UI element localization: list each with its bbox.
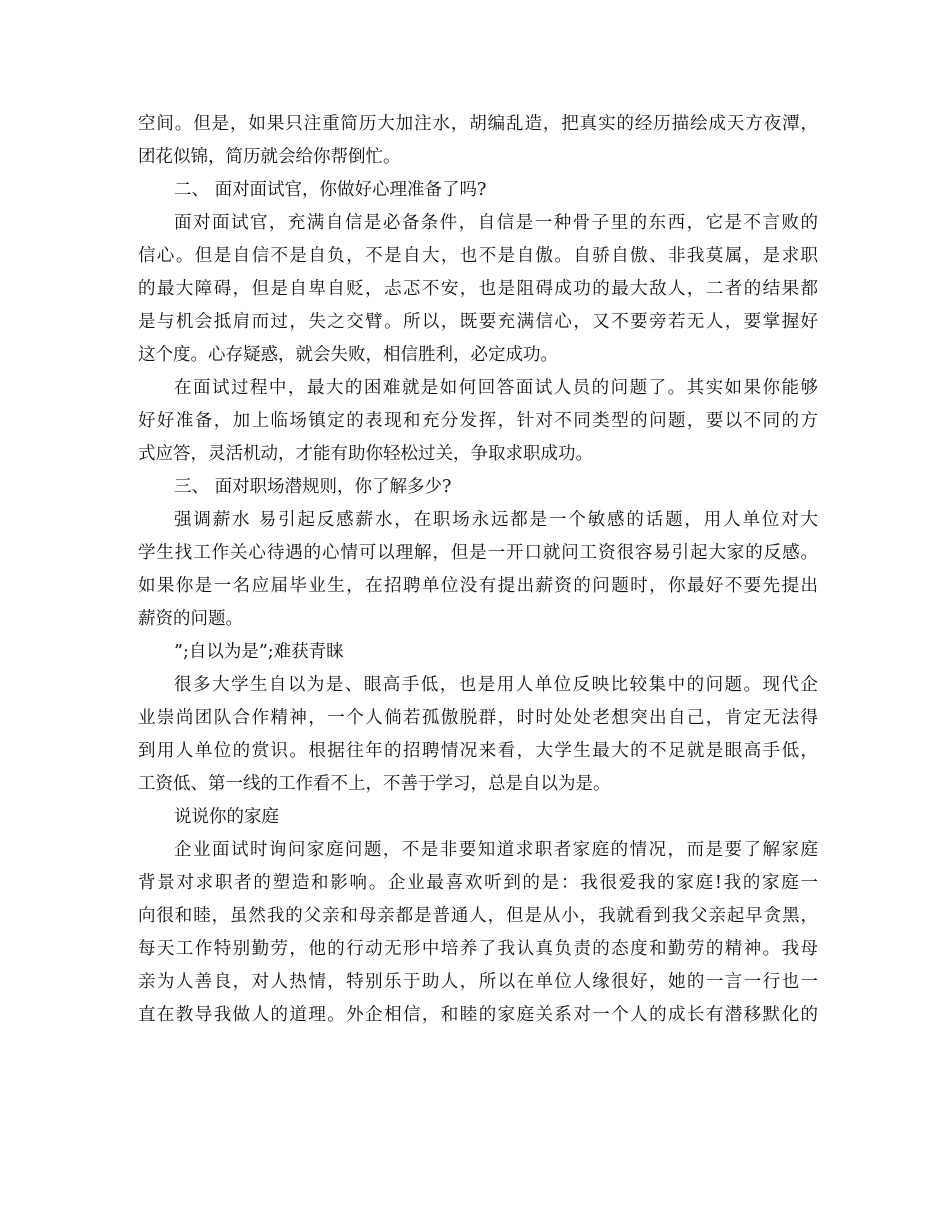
text-line: 式应答，灵活机动，才能有助你轻松过关，争取求职成功。 xyxy=(138,444,593,464)
text-line: 的最大障碍，但是自卑自贬，忐忑不安，也是阻碍成功的最大敌人，二者的结果都 xyxy=(138,279,818,299)
text-line: 空间。但是，如果只注重简历大加注水，胡编乱造，把真实的经历描绘成天方夜潭， xyxy=(138,114,818,134)
text-line: 学生找工作关心待遇的心情可以理解，但是一开口就问工资很容易引起大家的反感。 xyxy=(138,543,818,563)
document-body xyxy=(138,108,818,1032)
text-line: 这个度。心存疑惑，就会失败，相信胜利，必定成功。 xyxy=(138,345,558,365)
text-line: 背景对求职者的塑造和影响。企业最喜欢听到的是：我很爱我的家庭!我的家庭一 xyxy=(138,873,818,893)
text-line: 如果你是一名应届毕业生，在招聘单位没有提出薪资的问题时，你最好不要先提出 xyxy=(138,576,818,596)
text-line: 面对面试官，充满自信是必备条件，自信是一种骨子里的东西，它是不言败的 xyxy=(174,213,818,233)
text-line: 强调薪水 易引起反感薪水，在职场永远都是一个敏感的话题，用人单位对大 xyxy=(174,510,818,530)
text-line: 工资低、第一线的工作看不上，不善于学习，总是自以为是。 xyxy=(138,774,611,794)
text-line: 是与机会抵肩而过，失之交臂。所以，既要充满信心，又不要旁若无人，要掌握好 xyxy=(138,312,818,332)
text-line: 薪资的问题。 xyxy=(138,609,243,629)
text-line: 每天工作特别勤劳，他的行动无形中培养了我认真负责的态度和勤劳的精神。我母 xyxy=(138,939,818,959)
text-line: 团花似锦，简历就会给你帮倒忙。 xyxy=(138,147,401,167)
text-line: 很多大学生自以为是、眼高手低，也是用人单位反映比较集中的问题。现代企 xyxy=(174,675,818,695)
text-line: 好好准备，加上临场镇定的表现和充分发挥，针对不同类型的问题，要以不同的方 xyxy=(138,411,818,431)
section-heading: 三、 面对职场潜规则，你了解多少? xyxy=(174,477,452,497)
sub-heading: 说说你的家庭 xyxy=(174,807,279,827)
text-line: 信心。但是自信不是自负，不是自大，也不是自傲。自骄自傲、非我莫属，是求职 xyxy=(138,246,818,266)
text-line: 亲为人善良，对人热情，特别乐于助人，所以在单位人缘很好，她的一言一行也一 xyxy=(138,972,818,992)
text-line: 业崇尚团队合作精神，一个人倘若孤傲脱群，时时处处老想突出自己，肯定无法得 xyxy=(138,708,818,728)
text-line: 在面试过程中，最大的困难就是如何回答面试人员的问题了。其实如果你能够 xyxy=(174,378,818,398)
sub-heading: ”;自以为是”;难获青睐 xyxy=(174,642,344,662)
text-line: 直在教导我做人的道理。外企相信，和睦的家庭关系对一个人的成长有潜移默化的 xyxy=(138,1005,818,1025)
text-line: 向很和睦，虽然我的父亲和母亲都是普通人，但是从小，我就看到我父亲起早贪黑， xyxy=(138,906,818,926)
section-heading: 二、 面对面试官，你做好心理准备了吗? xyxy=(174,180,487,200)
text-line: 企业面试时询问家庭问题，不是非要知道求职者家庭的情况，而是要了解家庭 xyxy=(174,840,818,860)
text-line: 到用人单位的赏识。根据往年的招聘情况来看，大学生最大的不足就是眼高手低， xyxy=(138,741,818,761)
